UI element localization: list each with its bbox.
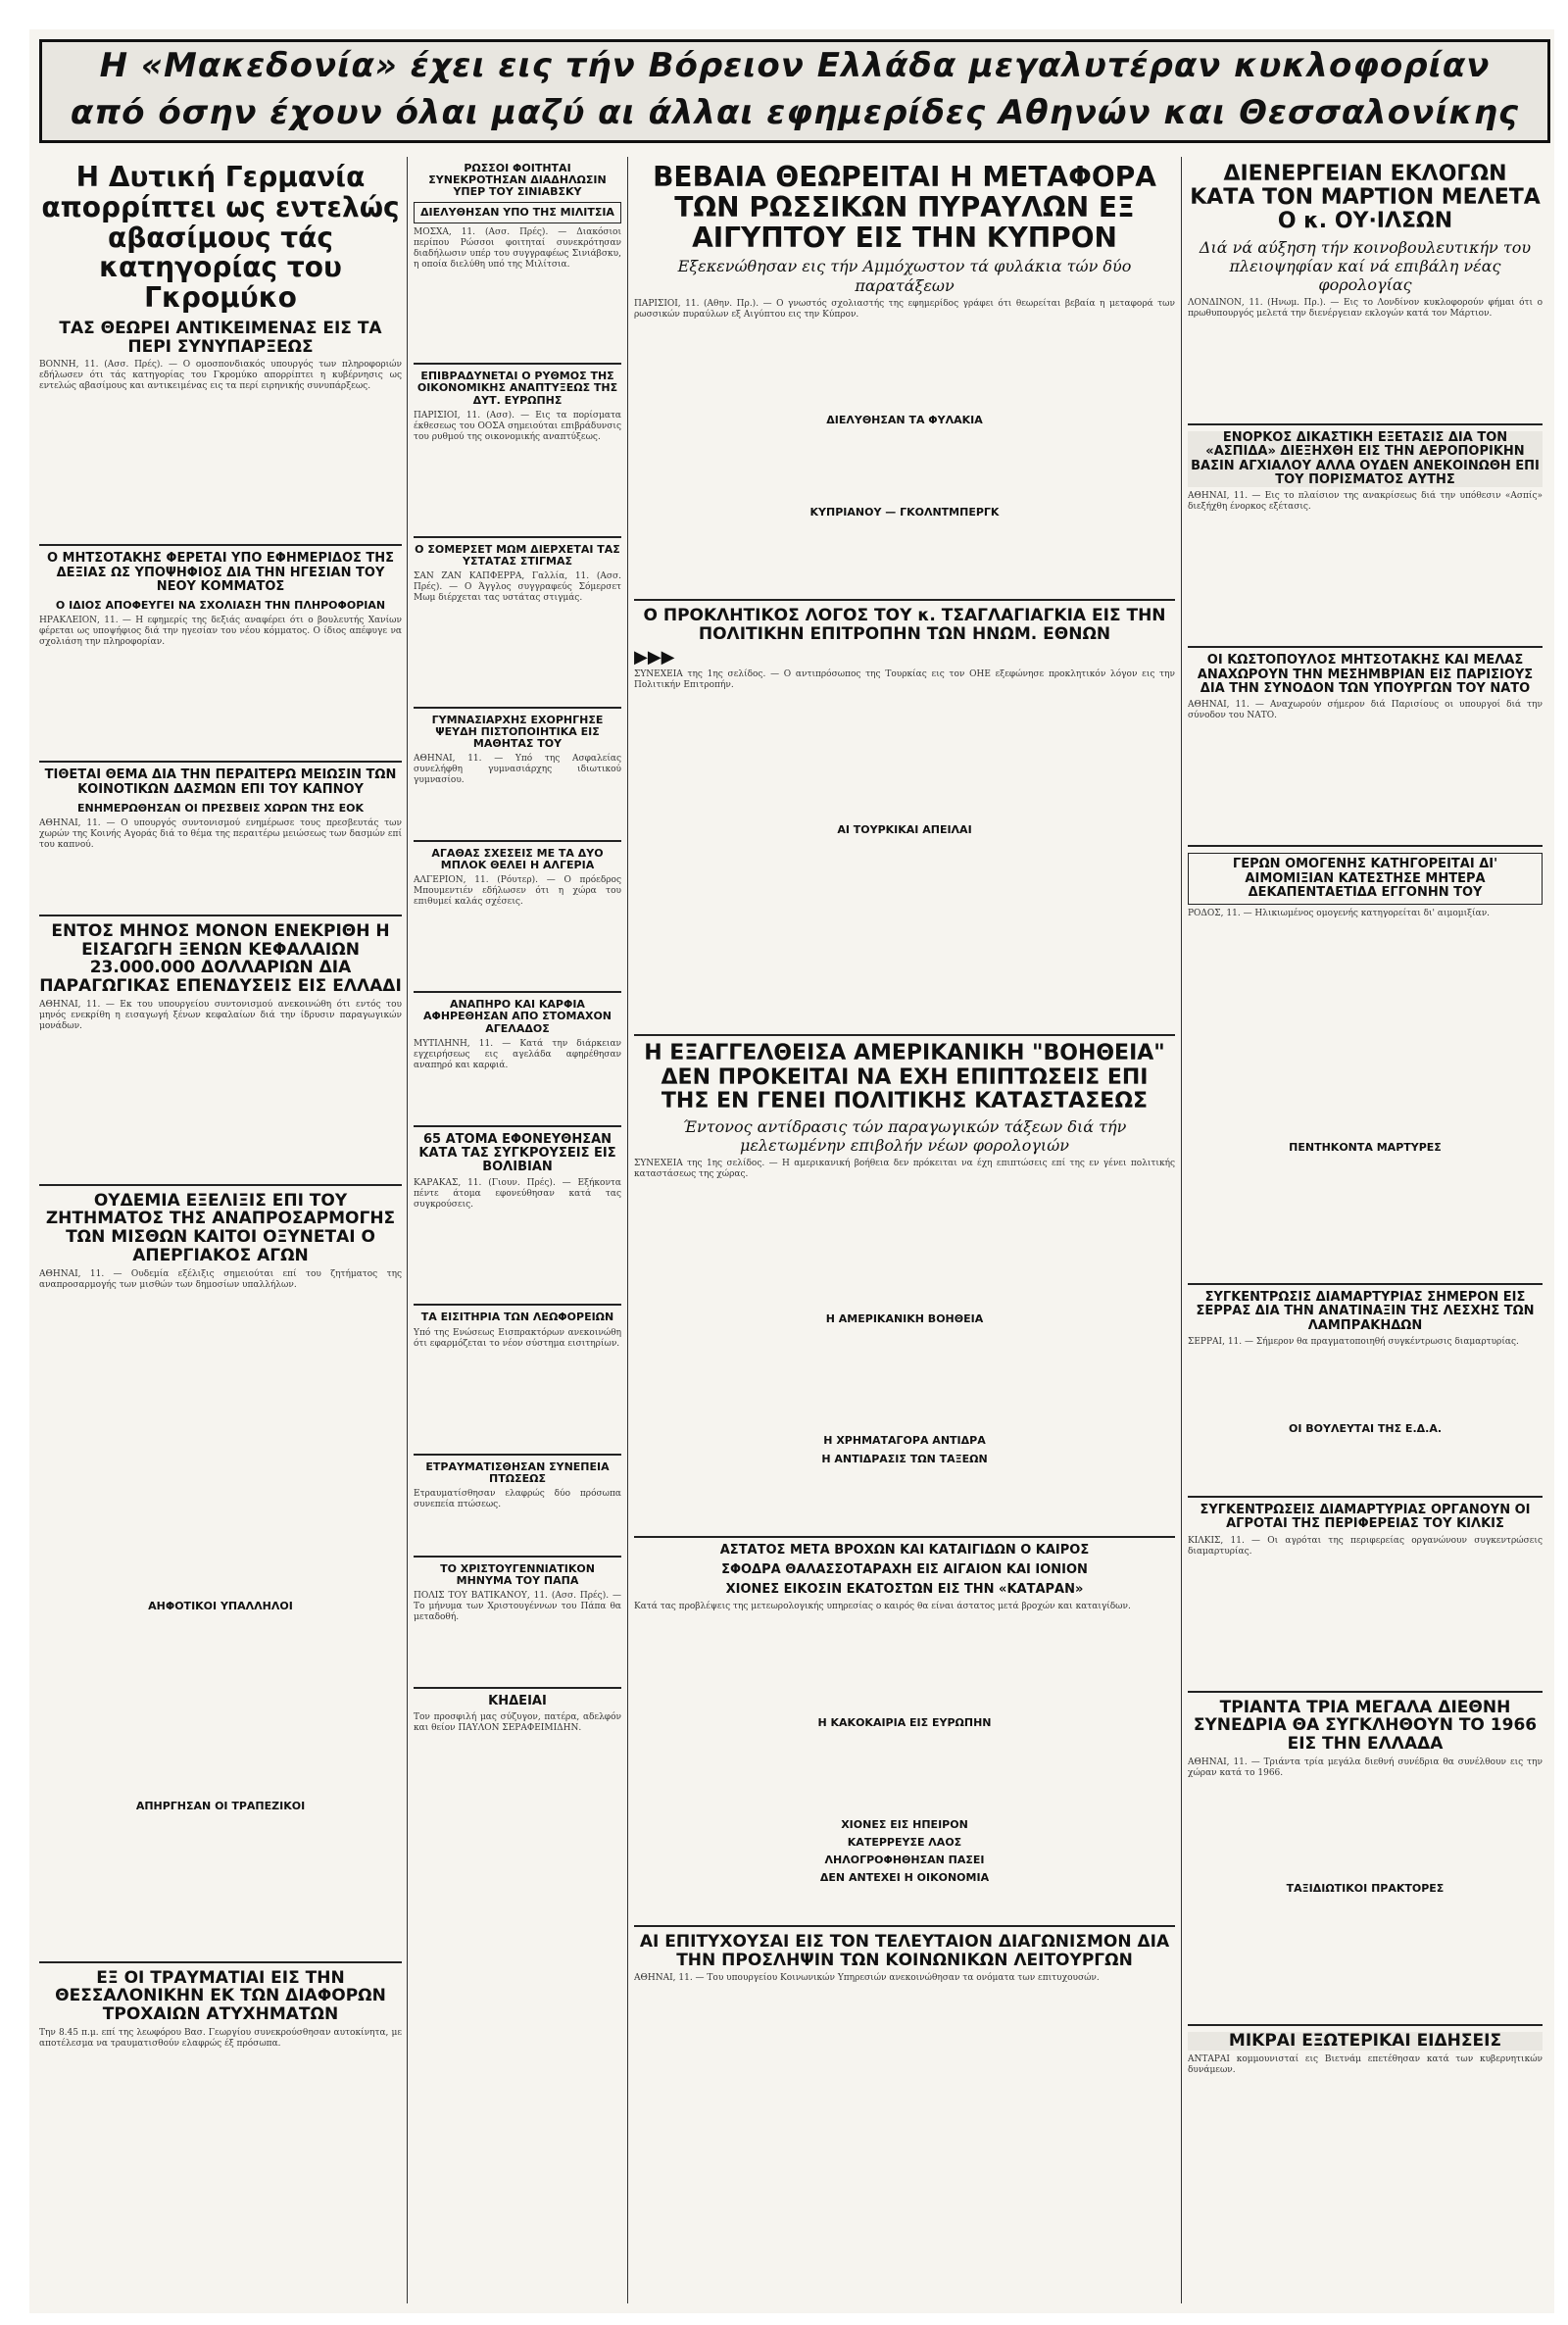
article-15-body: Ετραυματίσθησαν ελαφρώς δύο πρόσωπα συνεπεία πτώσεως. [414, 1488, 621, 1509]
article-8-body: ΠΑΡΙΣΙΟΙ, 11. (Ασσ). — Εις τα πορίσματα έκθεσεως του ΟΟΣΑ σημειούται επιβράδυνσις του ρυθμού της οικονομικής αναπτύξεως. [414, 410, 621, 442]
section-rule [1188, 646, 1543, 648]
column-2 [414, 157, 621, 2303]
article-10-body: ΑΘΗΝΑΙ, 11. — Υπό της Ασφαλείας συνελήφθη γυμνασιάρχης ιδιωτικού γυμνασίου. [414, 754, 621, 786]
lead-section-label: ΔΙΕΛΥΘΗΣΑΝ ΤΑ ΦΥΛΑΚΙΑ [826, 413, 983, 426]
article-28-section-label: ΤΑΞΙΔΙΩΤΙΚΟΙ ΠΡΑΚΤΟΡΕΣ [1286, 1881, 1445, 1895]
article-22-body: ΛΟΝΔΙΝΟΝ, 11. (Ηνωμ. Πρ.). — Εις το Λονδίνον κυκλοφορούν φήμαι ότι ο πρωθυπουργός μελετά την διενέργειαν εκλογών κατά τον Μάρτιον. [1188, 298, 1543, 320]
article-9-body: ΣΑΝ ΖΑΝ ΚΑΠΦΕΡΡΑ, Γαλλία, 11. (Ασσ. Πρές). — Ο Άγγλος συγγραφεύς Σόμερσετ Μωμ διέρχεται τας υστάτας στιγμάς. [414, 570, 621, 603]
article-6-headline: ΕΞ ΟΙ ΤΡΑΥΜΑΤΙΑΙ ΕΙΣ ΤΗΝ ΘΕΣΣΑΛΟΝΙΚΗΝ ΕΚ ΤΩΝ ΔΙΑΦΟΡΩΝ ΤΡΟΧΑΙΩΝ ΑΤΥΧΗΜΑΤΩΝ [55, 1967, 386, 2025]
column-divider [1181, 157, 1182, 2303]
article-1-subheadline: ΤΑΣ ΘΕΩΡΕΙ ΑΝΤΙΚΕΙΜΕΝΑΣ ΕΙΣ ΤΑ ΠΕΡΙ ΣΥΝΥΠΑΡΞΕΩΣ [59, 318, 382, 357]
section-rule [414, 1556, 621, 1558]
article-17-body: Τον προσφιλή μας σύζυγον, πατέρα, αδελφόν και θείον ΠΑΥΛΟΝ ΣΕΡΑΦΕΙΜΙΔΗΝ. [414, 1712, 621, 1734]
section-rule [634, 599, 1175, 601]
article-25-section-label: ΠΕΝΤΗΚΟΝΤΑ ΜΑΡΤΥΡΕΣ [1289, 1141, 1442, 1155]
section-rule [414, 1125, 621, 1127]
column-divider [627, 157, 628, 2303]
column-3 [634, 157, 1175, 2303]
article-5-body-cont [39, 1616, 402, 1793]
article-20-section-label-3: ΚΑΤΕΡΡΕΥΣΕ ΛΑΟΣ [847, 1835, 962, 1849]
article-26-body: ΣΕΡΡΑΙ, 11. — Σήμερον θα πραγματοποιηθή συγκέντρωσις διαμαρτυρίας. [1188, 1337, 1519, 1348]
article-3-subheadline: ΕΝΗΜΕΡΩΘΗΣΑΝ ΟΙ ΠΡΕΣΒΕΙΣ ΧΩΡΩΝ ΤΗΣ ΕΟΚ [76, 801, 365, 815]
article-14-headline: ΤΑ ΕΙΣΙΤΗΡΙΑ ΤΩΝ ΛΕΩΦΟΡΕΙΩΝ [420, 1311, 614, 1324]
section-rule [39, 1184, 402, 1186]
masthead-line-1: Η «Μακεδονία» έχει εις τήν Βόρειον Ελλάδα μεγαλυτέραν κυκλοφορίαν [99, 46, 1491, 85]
article-25-headline: ΓΕΡΩΝ ΟΜΟΓΕΝΗΣ ΚΑΤΗΓΟΡΕΙΤΑΙ ΔΙ' ΑΙΜΟΜΙΞΙΑΝ ΚΑΤΕΣΤΗΣΕ ΜΗΤΕΡΑ ΔΕΚΑΠΕΝΤΑΕΤΙΔΑ ΕΓΓΟΝΗΝ ΤΟΥ [1188, 853, 1543, 905]
article-23-headline: ΕΝΟΡΚΟΣ ΔΙΚΑΣΤΙΚΗ ΕΞΕΤΑΣΙΣ ΔΙΑ ΤΟΝ «ΑΣΠΙΔΑ» ΔΙΕΞΗΧΘΗ ΕΙΣ ΤΗΝ ΑΕΡΟΠΟΡΙΚΗΝ ΒΑΣΙΝ ΑΓΧΙΑΛΟΥ ΑΛΛΑ ΟΥΔΕΝ ΑΝΕΚΟΙΝΩΘΗ ΕΠΙ ΤΟΥ ΠΟΡΙΣΜΑΤΟΣ ΑΥΤΗΣ [1188, 431, 1543, 487]
article-4-headline: ΕΝΤΟΣ ΜΗΝΟΣ ΜΟΝΟΝ ΕΝΕΚΡΙΘΗ Η ΕΙΣΑΓΩΓΗ ΞΕΝΩΝ ΚΕΦΑΛΑΙΩΝ 23.000.000 ΔΟΛΛΑΡΙΩΝ ΔΙΑ ΠΑΡΑΓΩΓΙΚΑΣ ΕΠΕΝΔΥΣΕΙΣ ΕΙΣ ΕΛΛΑΔΙ [39, 921, 402, 997]
section-rule [1188, 1496, 1543, 1498]
article-24-body: ΑΘΗΝΑΙ, 11. — Αναχωρούν σήμερον διά Παρισίους οι υπουργοί διά την σύνοδον του ΝΑΤΟ. [1188, 700, 1543, 721]
article-23-body: ΑΘΗΝΑΙ, 11. — Εις το πλαίσιον της ανακρίσεως διά την υπόθεσιν «Ασπίς» διεξήχθη ένορκος εξέτασις. [1188, 491, 1543, 513]
article-9-headline: Ο ΣΟΜΕΡΣΕΤ ΜΩΜ ΔΙΕΡΧΕΤΑΙ ΤΑΣ ΥΣΤΑΤΑΣ ΣΤΙΓΜΑΣ [415, 542, 620, 568]
article-16-body: ΠΟΛΙΣ ΤΟΥ ΒΑΤΙΚΑΝΟΥ, 11. (Ασσ. Πρές). — Το μήνυμα των Χριστουγέννων του Πάπα θα μεταδοθή. [414, 1590, 621, 1622]
section-rule [39, 544, 402, 546]
lead-body: ΠΑΡΙΣΙΟΙ, 11. (Αθην. Πρ.). — Ο γνωστός σχολιαστής της εφημερίδος γράφει ότι θεωρείται βεβαία η μεταφορά των ρωσσικών πυραύλων εξ Αιγύπτου εις την Κύπρον. [634, 298, 1175, 320]
newspaper-page [29, 29, 1554, 2313]
section-rule [1188, 845, 1543, 847]
article-20-section-label-5: ΔΕΝ ΑΝΤΕΧΕΙ Η ΟΙΚΟΝΟΜΙΑ [819, 1870, 990, 1884]
arrows-icon: ▶▶▶ [634, 647, 675, 668]
article-28-body-cont [1188, 1899, 1543, 2016]
article-17-headline: ΚΗΔΕΙΑΙ [488, 1693, 547, 1708]
section-rule [39, 761, 402, 763]
article-26-section-label: ΟΙ ΒΟΥΛΕΥΤΑΙ ΤΗΣ Ε.Δ.Α. [1288, 1422, 1443, 1436]
masthead-banner [39, 39, 1550, 143]
article-15-headline: ΕΤΡΑΥΜΑΤΙΣΘΗΣΑΝ ΣΥΝΕΠΕΙΑ ΠΤΩΣΕΩΣ [425, 1459, 610, 1485]
article-6-body: Την 8.45 π.μ. επί της λεωφόρου Βασ. Γεωργίου συνεκρούσθησαν αυτοκίνητα, με αποτέλεσμα να τραυματισθούν ελαφρώς έξ πρόσωπα. [39, 2027, 402, 2049]
article-20-subheadline-2: ΧΙΟΝΕΣ ΕΙΚΟΣΙΝ ΕΚΑΤΟΣΤΩΝ ΕΙΣ ΤΗΝ «ΚΑΤΑΡΑΝ» [725, 1582, 1084, 1598]
article-20-body-cont-2 [634, 1888, 1175, 1917]
article-19-section-label-3: Η ΑΝΤΙΔΡΑΣΙΣ ΤΩΝ ΤΑΞΕΩΝ [821, 1452, 988, 1465]
section-rule [634, 1536, 1175, 1538]
article-20-body: Κατά τας προβλέψεις της μετεωρολογικής υπηρεσίας ο καιρός θα είναι άστατος μετά βροχών και καταιγίδων. [634, 1601, 1131, 1611]
section-rule [414, 1687, 621, 1689]
section-rule [414, 1304, 621, 1306]
article-19-headline: Η ΕΞΑΓΓΕΛΘΕΙΣΑ ΑΜΕΡΙΚΑΝΙΚΗ "ΒΟΗΘΕΙΑ" ΔΕΝ ΠΡΟΚΕΙΤΑΙ ΝΑ ΕΧΗ ΕΠΙΠΤΩΣΕΙΣ ΕΠΙ ΤΗΣ ΕΝ ΓΕΝΕΙ ΠΟΛΙΤΙΚΗΣ ΚΑΤΑΣΤΑΣΕΩΣ [644, 1041, 1165, 1113]
article-18-body-cont [634, 840, 1175, 1026]
article-19-section-label: Η ΑΜΕΡΙΚΑΝΙΚΗ ΒΟΗΘΕΙΑ [825, 1312, 984, 1326]
article-25-body: ΡΟΔΟΣ, 11. — Ηλικιωμένος ομογενής κατηγορείται δι' αιμομιξίαν. [1188, 909, 1491, 919]
article-7-headline: ΡΩΣΣΟΙ ΦΟΙΤΗΤΑΙ ΣΥΝΕΚΡΟΤΗΣΑΝ ΔΙΑΔΗΛΩΣΙΝ ΥΠΕΡ ΤΟΥ ΣΙΝΙΑΒΣΚΥ [428, 162, 607, 199]
article-22-subheadline: Διά νά αύξηση τήν κοινοβουλευτικήν του πλειοψηφίαν καί νά επιβάλη νέας φορολογίας [1199, 237, 1532, 294]
article-10-headline: ΓΥΜΝΑΣΙΑΡΧΗΣ ΕΧΟΡΗΓΗΣΕ ΨΕΥΔΗ ΠΙΣΤΟΠΟΙΗΤΙΚΑ ΕΙΣ ΜΑΘΗΤΑΣ ΤΟΥ [431, 713, 604, 751]
article-20-section-label: Η ΚΑΚΟΚΑΙΡΙΑ ΕΙΣ ΕΥΡΩΠΗΝ [817, 1715, 992, 1729]
article-5-body: ΑΘΗΝΑΙ, 11. — Ουδεμία εξέλιξις σημειούται επί του ζητήματος της αναπροσαρμογής των μισθών των δημοσίων υπαλλήλων. [39, 1268, 402, 1290]
article-26-body-cont [1188, 1439, 1543, 1488]
masthead-line-2: από όσην έχουν όλαι μαζύ αι άλλαι εφημερίδες Αθηνών και Θεσσαλονίκης [70, 93, 1520, 132]
column-divider [407, 157, 408, 2303]
article-20-headline: ΑΣΤΑΤΟΣ ΜΕΤΑ ΒΡΟΧΩΝ ΚΑΙ ΚΑΤΑΙΓΙΔΩΝ Ο ΚΑΙΡΟΣ [719, 1542, 1090, 1558]
section-rule [414, 991, 621, 993]
article-7-subheadline: ΔΙΕΛΥΘΗΣΑΝ ΥΠΟ ΤΗΣ ΜΙΛΙΤΣΙΑ [414, 202, 621, 223]
lead-subheadline: Εξεκενώθησαν εις τήν Αμμόχωστον τά φυλάκια τών δύο παρατάξεων [677, 257, 1132, 295]
article-5-section-label-2: ΑΠΗΡΓΗΣΑΝ ΟΙ ΤΡΑΠΕΖΙΚΟΙ [135, 1799, 306, 1812]
article-1-body: ΒΟΝΝΗ, 11. (Ασσ. Πρές). — Ο ομοσπονδιακός υπουργός των πληροφοριών εδήλωσεν ότι τάς κατηγορίας του Γκρομύκο απορρίπτει η κυβέρνησις ως εντελώς αβασίμους και αντικειμένας εις τα περί ειρηνικής συνυπάρξεως. [39, 360, 402, 392]
article-21-body: ΑΘΗΝΑΙ, 11. — Του υπουργείου Κοινωνικών Υπηρεσιών ανεκοινώθησαν τα ονόματα των επιτυχουσών. [634, 1973, 1100, 1984]
section-rule [634, 1034, 1175, 1036]
article-12-headline: ΑΝΑΠΗΡΟ ΚΑΙ ΚΑΡΦΙΑ ΑΦΗΡΕΘΗΣΑΝ ΑΠΟ ΣΤΟΜΑΧΟΝ ΑΓΕΛΑΔΟΣ [422, 998, 612, 1035]
article-5-body-cont-2 [39, 1816, 402, 1954]
column-1 [39, 157, 402, 2303]
article-7-body: ΜΟΣΧΑ, 11. (Ασσ. Πρές). — Διακόσιοι περίπου Ρώσσοι φοιτηταί συνεκρότησαν διαδήλωσιν υπέρ του συγγραφέως Σινιάβσκυ, η οποία διελύθη υπό της Μιλίτσια. [414, 227, 621, 271]
article-5-headline: ΟΥΔΕΜΙΑ ΕΞΕΛΙΞΙΣ ΕΠΙ ΤΟΥ ΖΗΤΗΜΑΤΟΣ ΤΗΣ ΑΝΑΠΡΟΣΑΡΜΟΓΗΣ ΤΩΝ ΜΙΣΘΩΝ ΚΑΙΤΟΙ ΟΞΥΝΕΤΑΙ Ο ΑΠΕΡΓΙΑΚΟΣ ΑΓΩΝ [45, 1190, 396, 1265]
article-13-headline: 65 ΑΤΟΜΑ ΕΦΟΝΕΥΘΗΣΑΝ ΚΑΤΑ ΤΑΣ ΣΥΓΚΡΟΥΣΕΙΣ ΕΙΣ ΒΟΛΙΒΙΑΝ [418, 1131, 616, 1175]
article-18-body: ΣΥΝΕΧΕΙΑ της 1ης σελίδος. — Ο αντιπρόσωπος της Τουρκίας εις τον ΟΗΕ εξεφώνησε προκλητικόν λόγον εις την Πολιτικήν Επιτροπήν. [634, 669, 1175, 691]
section-rule [39, 915, 402, 916]
lead-body-cont [634, 430, 1175, 499]
section-rule [414, 840, 621, 842]
article-1-headline: Η Δυτική Γερμανία απορρίπτει ως εντελώς αβασίμους τάς κατηγορίας του Γκρομύκο [41, 161, 400, 315]
article-27-headline: ΣΥΓΚΕΝΤΡΩΣΕΙΣ ΔΙΑΜΑΡΤΥΡΙΑΣ ΟΡΓΑΝΟΥΝ ΟΙ ΑΓΡΟΤΑΙ ΤΗΣ ΠΕΡΙΦΕΡΕΙΑΣ ΤΟΥ ΚΙΛΚΙΣ [1200, 1503, 1531, 1532]
section-rule [1188, 423, 1543, 425]
article-19-body-cont-2 [634, 1469, 1175, 1528]
section-rule [1188, 1691, 1543, 1693]
section-rule [414, 536, 621, 538]
article-16-headline: ΤΟ ΧΡΙΣΤΟΥΓΕΝΝΙΑΤΙΚΟΝ ΜΗΝΥΜΑ ΤΟΥ ΠΑΠΑ [440, 1561, 595, 1587]
section-rule [414, 1454, 621, 1456]
article-11-headline: ΑΓΑΘΑΣ ΣΧΕΣΕΙΣ ΜΕ ΤΑ ΔΥΟ ΜΠΛΟΚ ΘΕΛΕΙ Η ΑΛΓΕΡΙΑ [431, 847, 604, 872]
article-24-headline: ΟΙ ΚΩΣΤΟΠΟΥΛΟΣ ΜΗΤΣΟΤΑΚΗΣ ΚΑΙ ΜΕΛΑΣ ΑΝΑΧΩΡΟΥΝ ΤΗΝ ΜΕΣΗΜΒΡΙΑΝ ΕΙΣ ΠΑΡΙΣΙΟΥΣ ΔΙΑ ΤΗΝ ΣΥΝΟΔΟΝ ΤΩΝ ΥΠΟΥΡΓΩΝ ΤΟΥ ΝΑΤΟ [1197, 653, 1534, 696]
section-rule [39, 1961, 402, 1963]
article-3-headline: ΤΙΘΕΤΑΙ ΘΕΜΑ ΔΙΑ ΤΗΝ ΠΕΡΑΙΤΕΡΩ ΜΕΙΩΣΙΝ ΤΩΝ ΚΟΙΝΟΤΙΚΩΝ ΔΑΣΜΩΝ ΕΠΙ ΤΟΥ ΚΑΠΝΟΥ [44, 767, 397, 797]
article-26-headline: ΣΥΓΚΕΝΤΡΩΣΙΣ ΔΙΑΜΑΡΤΥΡΙΑΣ ΣΗΜΕΡΟΝ ΕΙΣ ΣΕΡΡΑΣ ΔΙΑ ΤΗΝ ΑΝΑΤΙΝΑΞΙΝ ΤΗΣ ΛΕΣΧΗΣ ΤΩΝ ΛΑΜΠΡΑΚΗΔΩΝ [1196, 1290, 1535, 1333]
article-11-body: ΑΛΓΕΡΙΟΝ, 11. (Ρόυτερ). — Ο πρόεδρος Μπουμεντιέν εδήλωσεν ότι η χώρα του επιθυμεί καλάς σχέσεις. [414, 875, 621, 908]
article-19-body-cont [634, 1329, 1175, 1427]
article-21-headline: ΑΙ ΕΠΙΤΥΧΟΥΣΑΙ ΕΙΣ ΤΟΝ ΤΕΛΕΥΤΑΙΟΝ ΔΙΑΓΩΝΙΣΜΟΝ ΔΙΑ ΤΗΝ ΠΡΟΣΛΗΨΙΝ ΤΩΝ ΚΟΙΝΩΝΙΚΩΝ ΛΕΙΤΟΥΡΓΩΝ [639, 1932, 1170, 1970]
article-2-body: ΗΡΑΚΛΕΙΟΝ, 11. — Η εφημερίς της δεξιάς αναφέρει ότι ο βουλευτής Χανίων φέρεται ως υποψήφιος διά την ηγεσίαν του νέου κόμματος. Ο ίδιος απέφυγε να σχολιάση την πληροφορίαν. [39, 616, 402, 648]
article-8-headline: ΕΠΙΒΡΑΔΥΝΕΤΑΙ Ο ΡΥΘΜΟΣ ΤΗΣ ΟΙΚΟΝΟΜΙΚΗΣ ΑΝΑΠΤΥΞΕΩΣ ΤΗΣ ΔΥΤ. ΕΥΡΩΠΗΣ [416, 370, 618, 407]
article-19-section-label-2: Η ΧΡΗΜΑΤΑΓΟΡΑ ΑΝΤΙΔΡΑ [823, 1434, 986, 1448]
article-14-body: Υπό της Ενώσεως Εισπρακτόρων ανεκοινώθη ότι εφαρμόζεται το νέον σύστημα εισιτηρίων. [414, 1327, 621, 1349]
article-20-subheadline: ΣΦΟΔΡΑ ΘΑΛΑΣΣΟΤΑΡΑΧΗ ΕΙΣ ΑΙΓΑΙΟΝ ΚΑΙ ΙΟΝΙΟΝ [721, 1561, 1088, 1577]
section-rule [414, 707, 621, 709]
article-19-subheadline: Έντονος αντίδρασις τών παραγωγικών τάξεων διά τήν μελετωμένην επιβολήν νέων φορολογιών [682, 1116, 1127, 1156]
article-29-body: ΑΝΤΑΡΑΙ κομμουνισταί εις Βιετνάμ επετέθησαν κατά των κυβερνητικών δυνάμεων. [1188, 2053, 1543, 2075]
article-28-headline: ΤΡΙΑΝΤΑ ΤΡΙΑ ΜΕΓΑΛΑ ΔΙΕΘΝΗ ΣΥΝΕΔΡΙΑ ΘΑ ΣΥΓΚΛΗΘΟΥΝ ΤΟ 1966 ΕΙΣ ΤΗΝ ΕΛΛΑΔΑ [1193, 1697, 1538, 1755]
article-20-section-label-2: ΧΙΟΝΕΣ ΕΙΣ ΗΠΕΙΡΟΝ [841, 1817, 968, 1831]
column-4 [1188, 157, 1543, 2303]
article-20-body-cont [634, 1733, 1175, 1811]
article-13-body: ΚΑΡΑΚΑΣ, 11. (Γιουν. Πρές). — Εξήκοντα πέντε άτομα εφονεύθησαν κατά τας συγκρούσεις. [414, 1178, 621, 1211]
section-rule [414, 363, 621, 365]
article-3-body: ΑΘΗΝΑΙ, 11. — Ο υπουργός συντονισμού ενημέρωσε τους πρεσβευτάς των χωρών της Κοινής Αγοράς διά το θέμα της περαιτέρω μειώσεως των δασμών επί του καπνού. [39, 818, 402, 851]
article-2-headline: Ο ΜΗΤΣΟΤΑΚΗΣ ΦΕΡΕΤΑΙ ΥΠΟ ΕΦΗΜΕΡΙΔΟΣ ΤΗΣ ΔΕΞΙΑΣ ΩΣ ΥΠΟΨΗΦΙΟΣ ΔΙΑ ΤΗΝ ΗΓΕΣΙΑΝ ΤΟΥ ΝΕΟΥ ΚΟΜΜΑΤΟΣ [46, 551, 395, 594]
article-29-headline: ΜΙΚΡΑΙ ΕΞΩΤΕΡΙΚΑΙ ΕΙΔΗΣΕΙΣ [1188, 2032, 1543, 2051]
section-rule [634, 1925, 1175, 1927]
lead-body-cont-2 [634, 522, 1175, 591]
lead-headline: ΒΕΒΑΙΑ ΘΕΩΡΕΙΤΑΙ Η ΜΕΤΑΦΟΡΑ ΤΩΝ ΡΩΣΣΙΚΩΝ ΠΥΡΑΥΛΩΝ ΕΞ ΑΙΓΥΠΤΟΥ ΕΙΣ ΤΗΝ ΚΥΠΡΟΝ [653, 161, 1156, 254]
article-22-headline: ΔΙΕΝΕΡΓΕΙΑΝ ΕΚΛΟΓΩΝ ΚΑΤΑ ΤΟΝ ΜΑΡΤΙΟΝ ΜΕΛΕΤΑ Ο κ. ΟΥ·ΙΛΣΩΝ [1190, 162, 1541, 234]
article-5-section-label: ΑΗΦΟΤΙΚΟΙ ΥΠΑΛΛΗΛΟΙ [148, 1599, 293, 1612]
article-19-body: ΣΥΝΕΧΕΙΑ της 1ης σελίδος. — Η αμερικανική βοήθεια δεν πρόκειται να έχη επιπτώσεις επί της εν γένει πολιτικής καταστάσεως της χώρας. [634, 1159, 1175, 1180]
lead-section-label-2: ΚΥΠΡΙΑΝΟΥ — ΓΚΟΛΝΤΜΠΕΡΓΚ [809, 505, 1000, 519]
section-rule [1188, 1283, 1543, 1285]
article-12-body: ΜΥΤΙΛΗΝΗ, 11. — Κατά την διάρκειαν εγχειρήσεως εις αγελάδα αφηρέθησαν αναπηρό και καρφιά. [414, 1038, 621, 1070]
article-20-section-label-4: ΛΗΛΟΓΡΟΦΗΘΗΣΑΝ ΠΑΣΕΙ [824, 1853, 985, 1866]
article-18-section-label: ΑΙ ΤΟΥΡΚΙΚΑΙ ΑΠΕΙΛΑΙ [837, 823, 972, 837]
article-18-headline: Ο ΠΡΟΚΛΗΤΙΚΟΣ ΛΟΓΟΣ ΤΟΥ κ. ΤΣΑΓΛΑΓΙΑΓΚΙΑ ΕΙΣ ΤΗΝ ΠΟΛΙΤΙΚΗΝ ΕΠΙΤΡΟΠΗΝ ΤΩΝ ΗΝΩΜ. ΕΘΝΩΝ [643, 605, 1166, 644]
article-2-subheadline: Ο ΙΔΙΟΣ ΑΠΟΦΕΥΓΕΙ ΝΑ ΣΧΟΛΙΑΣΗ ΤΗΝ ΠΛΗΡΟΦΟΡΙΑΝ [55, 599, 386, 613]
article-25-body-cont [1188, 1158, 1543, 1275]
section-rule [1188, 2024, 1543, 2026]
article-28-body: ΑΘΗΝΑΙ, 11. — Τριάντα τρία μεγάλα διεθνή συνέδρια θα συνέλθουν εις την χώραν κατά το 1966. [1188, 1756, 1543, 1778]
article-4-body: ΑΘΗΝΑΙ, 11. — Εκ του υπουργείου συντονισμού ανεκοινώθη ότι εντός του μηνός ενεκρίθη η εισαγωγή ξένων κεφαλαίων διά την ίδρυσιν παραγωγικών μονάδων. [39, 999, 402, 1031]
article-27-body: ΚΙΛΚΙΣ, 11. — Οι αγρόται της περιφερείας οργανώνουν συγκεντρώσεις διαμαρτυρίας. [1188, 1535, 1543, 1557]
